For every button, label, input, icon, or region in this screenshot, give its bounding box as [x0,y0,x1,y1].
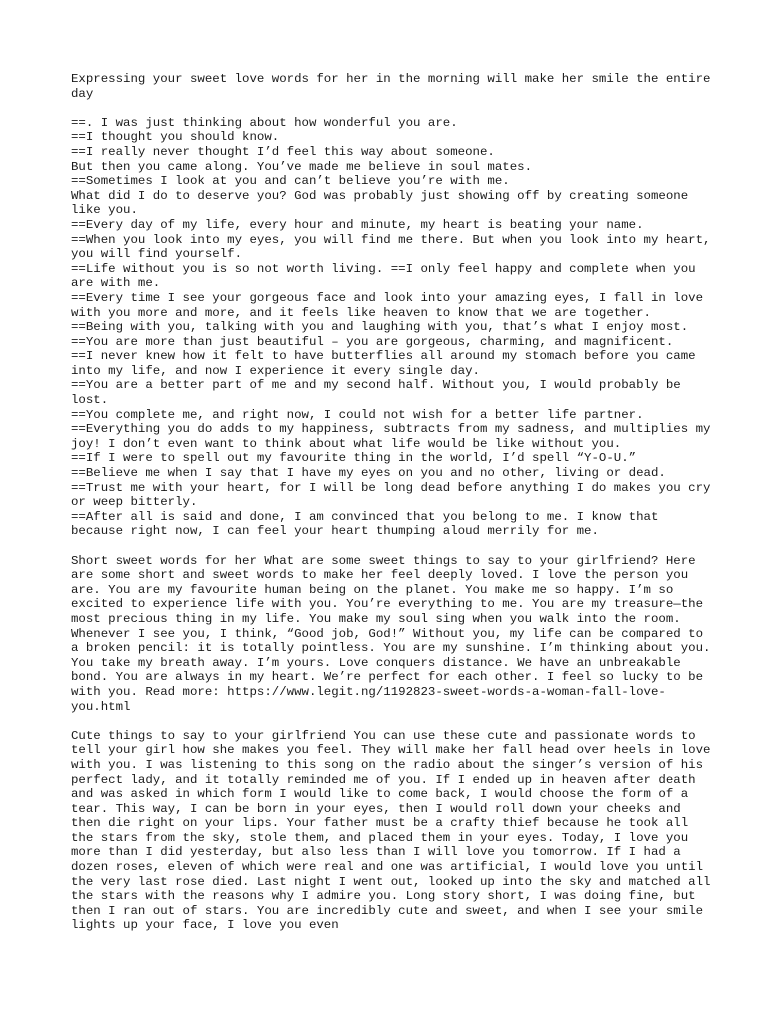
paragraph-gap [71,539,711,554]
paragraph-gap [71,714,711,729]
short-sweet-words-paragraph: Short sweet words for her What are some sweet things to say to your girlfriend? Here are some short and sweet words to make her feel deeply loved. I love the person you are. You are my favourite human being on the planet. You make me so happy. I’m so excited to experience life with you. You’re everything to me. You are my treasure—the most precious thing in my life. You make my soul sing when you walk into the room. Whenever I see you, I think, “Good job, God!” Without you, my life can be compared to a broken pencil: it is totally pointless. You are my sunshine. I’m thinking about you. You take my breath away. I’m yours. Love conquers distance. We have an unbreakable bond. You are always in my heart. We’re perfect for each other. I feel so lucky to be with you. Read more: https://www.legit.ng/1192823-sweet-words-a-woman-fall-love-you.html [71,553,718,714]
love-lines-paragraph: ==. I was just thinking about how wonderful you are. ==I thought you should know. ==I really never thought I’d feel this way about someone. But then you came along. You’ve made me believe in soul mates. ==Sometimes I look at you and can’t believe you’re with me. What did I do to deserve you? God was probably just showing off by creating someone like you. ==Every day of my life, every hour and minute, my heart is beating your name. ==When you look into my eyes, you will find me there. But when you look into my heart, you will find yourself. ==Life without you is so not worth living. ==I only feel happy and complete when you are with me. ==Every time I see your gorgeous face and look into your amazing eyes, I fall in love with you more and more, and it feels like heaven to know that we are together. ==Being with you, talking with you and laughing with you, that’s what I enjoy most. ==You are more than just beautiful – you are gorgeous, charming, and magnificent. ==I never knew how it felt to have butterflies all around my stomach before you came into my life, and now I experience it every single day. ==You are a better part of me and my second half. Without you, I would probably be lost. ==You complete me, and right now, I could not wish for a better life partner. ==Everything you do adds to my happiness, subtracts from my sadness, and multiplies my joy! I don’t even want to think about what life would be like without you. ==If I were to spell out my favourite thing in the world, I’d spell “Y-O-U.” ==Believe me when I say that I have my eyes on you and no other, living or dead. ==Trust me with your heart, for I will be long dead before anything I do makes you cry or weep bitterly. ==After all is said and done, I am convinced that you belong to me. I know that because right now, I can feel your heart thumping aloud merrily for me. [71,115,711,539]
paragraph-gap [71,101,711,116]
cute-things-paragraph: Cute things to say to your girlfriend You can use these cute and passionate words to tell your girl how she makes you feel. They will make her fall head over heels in love with you. I was listening to this song on the radio about the singer’s version of his perfect lady, and it totally reminded me of you. If I ended up in heaven after death and was asked in which form I would like to come back, I would choose the form of a tear. This way, I can be born in your eyes, then I would roll down your cheeks and then die right on your lips. Your father must be a crafty thief because he took all the stars from the sky, stole them, and placed them in your eyes. Today, I love you more than I did yesterday, but also less than I will love you tomorrow. If I had a dozen roses, eleven of which were real and one was artificial, I would love you until the very last rose died. Last night I went out, looked up into the sky and matched all the stars with the reasons why I admire you. Long story short, I was doing fine, but then I ran out of stars. You are incredibly cute and sweet, and when I see your smile lights up your face, I love you even [71,728,718,933]
document-body [71,72,718,933]
intro-heading-paragraph: Expressing your sweet love words for her in the morning will make her smile the entire day [71,72,718,101]
